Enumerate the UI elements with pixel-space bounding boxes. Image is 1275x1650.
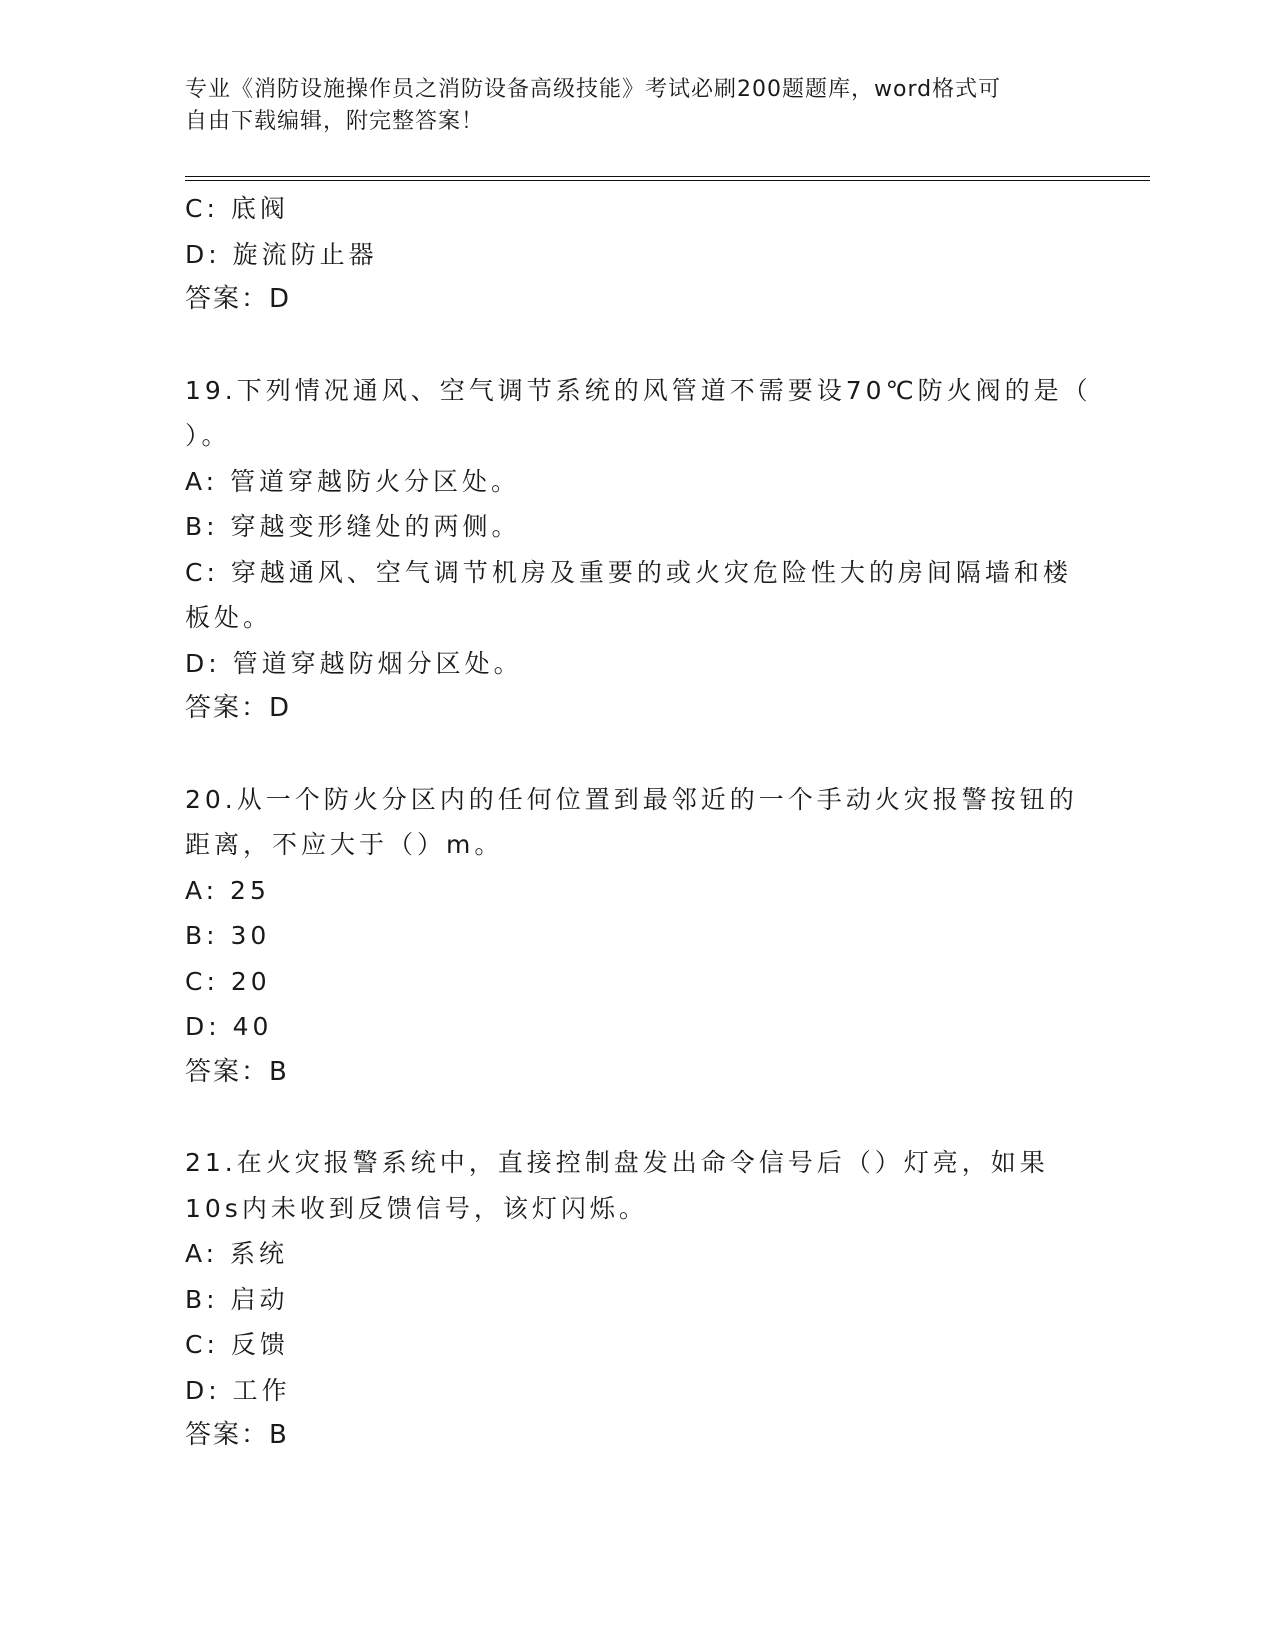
option-d: D: 工作 [185,1375,291,1405]
header-line-1: 专业《消防设施操作员之消防设备高级技能》考试必刷200题题库，word格式可 [185,77,1002,102]
option-d: D: 管道穿越防烟分区处。 [185,648,523,678]
question-stem-continued: 距离，不应大于（）m。 [185,830,504,859]
spacer [185,323,1085,368]
option-c: C: 20 [185,966,271,996]
option-b: B: 穿越变形缝处的两侧。 [185,512,521,541]
option-a: A: 25 [185,875,270,905]
option-d: D: 旋流防止器 [185,239,378,269]
option-c-continued: 板处。 [185,603,273,632]
option-c: C: 穿越通风、空气调节机房及重要的或火灾危险性大的房间隔墙和楼 [185,557,1072,587]
answer-line: 答案：D [185,284,292,314]
document-body [185,186,1092,1459]
question-stem-continued: ）。 [185,421,231,450]
option-b: B: 启动 [185,1284,289,1314]
option-b: B: 30 [185,921,271,950]
question-stem: 19.下列情况通风、空气调节系统的风管道不需要设70℃防火阀的是（ [185,375,1092,405]
header-line-2: 自由下载编辑，附完整答案！ [185,109,485,134]
question-stem: 20.从一个防火分区内的任何位置到最邻近的一个手动火灾报警按钮的 [185,784,1078,814]
answer-line: 答案：B [185,1420,289,1450]
spacer [185,1095,1085,1140]
question-19 [185,368,1092,732]
question-stem-continued: 10s内未收到反馈信号，该灯闪烁。 [185,1193,648,1223]
answer-line: 答案：D [185,693,292,723]
question-20 [185,777,1085,1096]
question-18 [185,186,1085,323]
header-divider [185,176,1150,181]
option-c: C: 底阀 [185,194,289,223]
option-d: D: 40 [185,1012,273,1041]
option-a: A: 管道穿越防火分区处。 [185,466,521,496]
page-header [185,74,1065,138]
question-21 [185,1140,1085,1459]
answer-line: 答案：B [185,1056,289,1087]
option-c: C: 反馈 [185,1330,289,1359]
spacer [185,732,1085,777]
question-stem: 21.在火灾报警系统中，直接控制盘发出命令信号后（）灯亮，如果 [185,1148,1049,1177]
option-a: A: 系统 [185,1239,289,1268]
